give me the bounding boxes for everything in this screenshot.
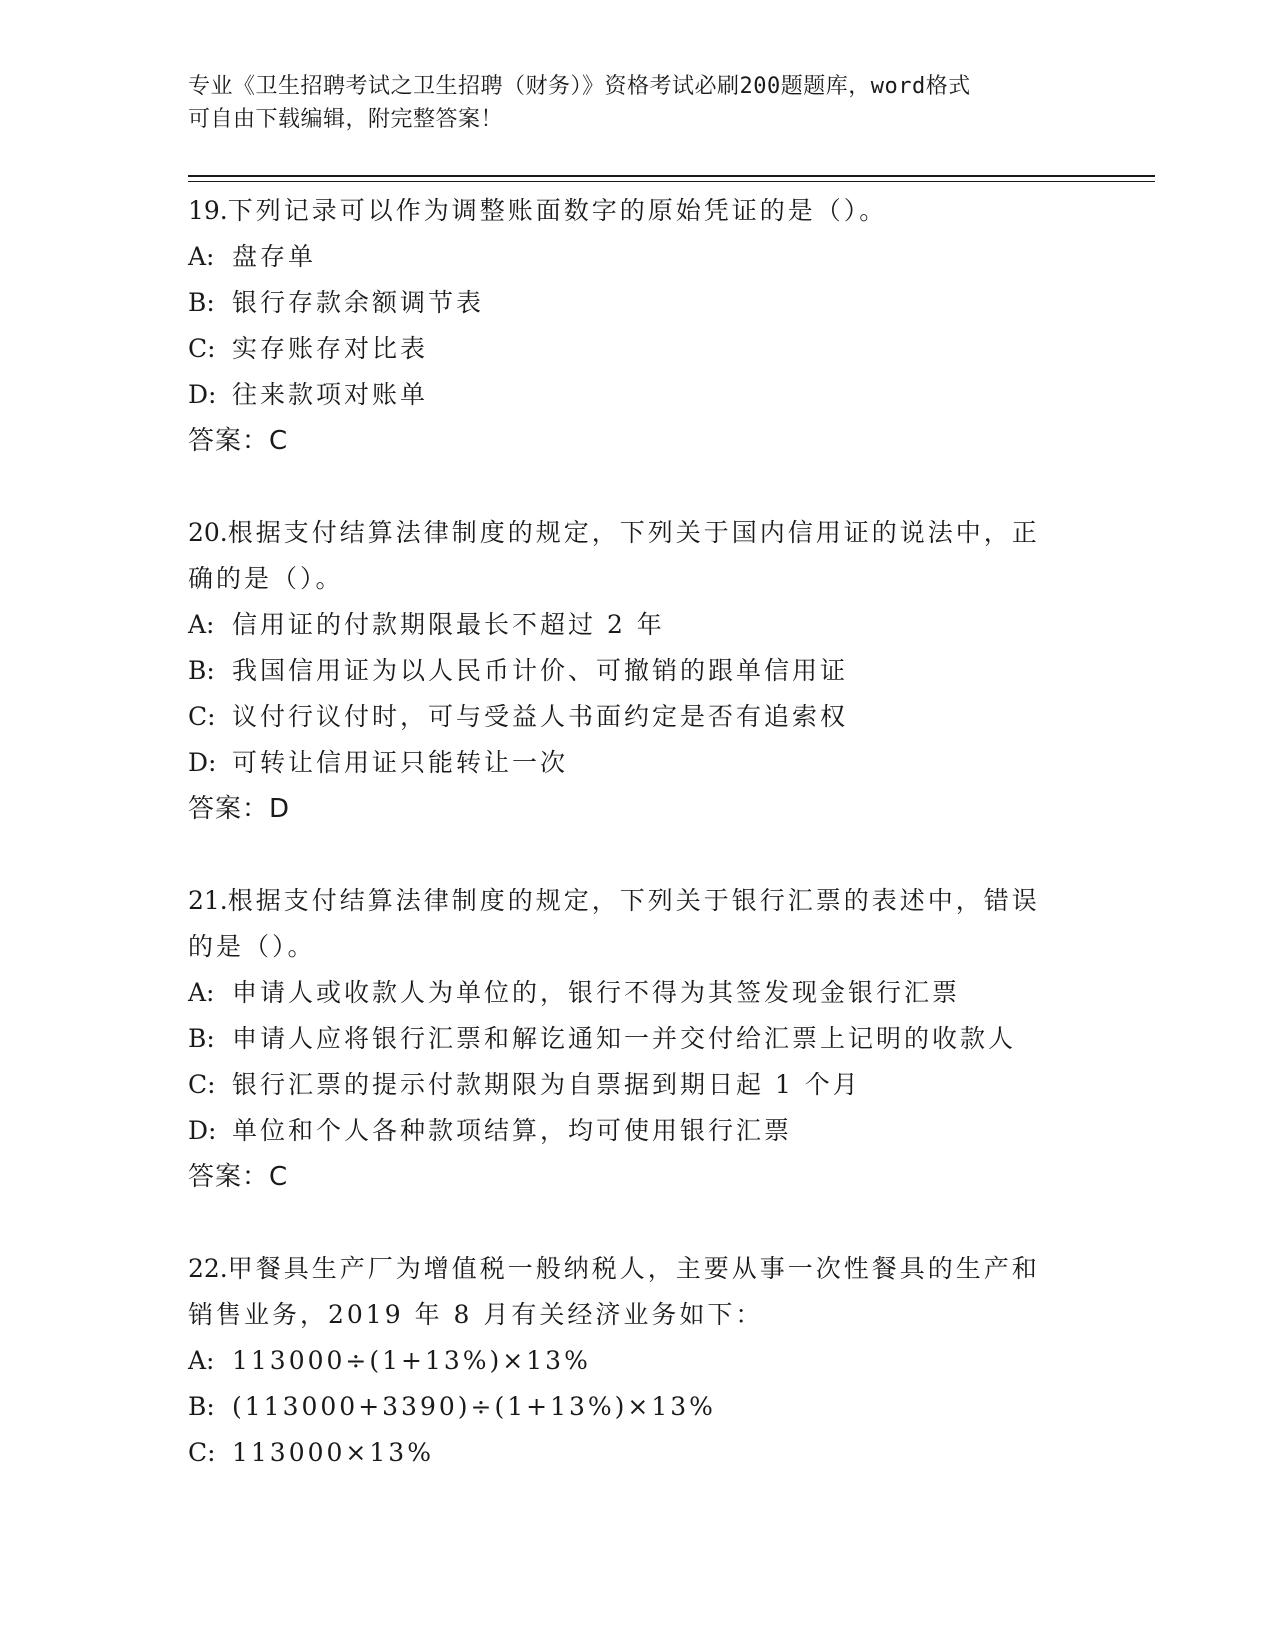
- option-key: A:: [188, 242, 215, 271]
- question-number: 19.: [188, 196, 228, 225]
- question-text-line-2: 销售业务，2019 年 8 月有关经济业务如下：: [188, 1300, 764, 1329]
- option-text: 单位和个人各种款项结算，均可使用银行汇票: [232, 1116, 793, 1145]
- header-divider-thick: [188, 175, 1155, 177]
- question-stem: [188, 510, 1088, 556]
- option-text: 盘存单: [232, 242, 317, 271]
- option-key: D:: [188, 380, 217, 409]
- option-text: 议付行议付时，可与受益人书面约定是否有追索权: [232, 702, 849, 731]
- header-line-2: 可自由下载编辑，附完整答案！: [188, 107, 504, 132]
- option-c: [188, 694, 1088, 740]
- option-key: B:: [188, 1392, 215, 1421]
- option-text: 实存账存对比表: [232, 334, 429, 363]
- option-key: C:: [188, 1438, 216, 1467]
- answer-line: 答案：C: [188, 426, 289, 456]
- option-key: C:: [188, 702, 216, 731]
- question-20: [188, 510, 1088, 832]
- option-c: [188, 1430, 1088, 1476]
- question-text-line-2: 确的是（）。: [188, 564, 344, 593]
- question-stem: [188, 1246, 1088, 1292]
- question-stem: [188, 188, 1088, 234]
- option-b: [188, 1384, 1088, 1430]
- option-b: [188, 648, 1088, 694]
- option-key: B:: [188, 288, 215, 317]
- option-a: [188, 970, 1088, 1016]
- option-text: 往来款项对账单: [232, 380, 429, 409]
- option-text: 信用证的付款期限最长不超过 2 年: [232, 610, 665, 639]
- option-d: [188, 740, 1088, 786]
- option-a: [188, 602, 1088, 648]
- option-key: B:: [188, 656, 215, 685]
- option-key: A:: [188, 978, 215, 1007]
- question-19: [188, 188, 1088, 464]
- option-text: 可转让信用证只能转让一次: [232, 748, 569, 777]
- option-d: [188, 372, 1088, 418]
- option-text: 申请人应将银行汇票和解讫通知一并交付给汇票上记明的收款人: [232, 1024, 1017, 1053]
- option-key: A:: [188, 610, 215, 639]
- question-spacer: [188, 832, 1088, 878]
- option-d: [188, 1108, 1088, 1154]
- answer-line: 答案：D: [188, 794, 291, 824]
- question-22: [188, 1246, 1088, 1476]
- option-text: 银行汇票的提示付款期限为自票据到期日起 1 个月: [232, 1070, 861, 1099]
- option-c: [188, 1062, 1088, 1108]
- question-21: [188, 878, 1088, 1200]
- option-key: C:: [188, 334, 216, 363]
- question-number: 22.: [188, 1254, 228, 1283]
- answer-line: 答案：C: [188, 1162, 289, 1192]
- option-text: 113000÷(1+13%)×13%: [232, 1346, 591, 1375]
- question-text-line-1: 根据支付结算法律制度的规定，下列关于国内信用证的说法中，正: [227, 518, 1040, 547]
- question-text-line-1: 根据支付结算法律制度的规定，下列关于银行汇票的表述中，错误: [227, 886, 1040, 915]
- question-spacer: [188, 464, 1088, 510]
- question-text: 下列记录可以作为调整账面数字的原始凭证的是（）。: [227, 196, 888, 225]
- header-divider-thin: [188, 181, 1155, 182]
- option-text: 银行存款余额调节表: [232, 288, 485, 317]
- option-text: (113000+3390)÷(1+13%)×13%: [232, 1392, 716, 1421]
- question-text-line-1: 甲餐具生产厂为增值税一般纳税人，主要从事一次性餐具的生产和: [227, 1254, 1040, 1283]
- option-b: [188, 1016, 1088, 1062]
- option-c: [188, 326, 1088, 372]
- option-text: 我国信用证为以人民币计价、可撤销的跟单信用证: [232, 656, 849, 685]
- option-text: 申请人或收款人为单位的，银行不得为其签发现金银行汇票: [232, 978, 961, 1007]
- question-number: 20.: [188, 518, 228, 547]
- option-key: D:: [188, 748, 217, 777]
- option-text: 113000×13%: [232, 1438, 434, 1467]
- header-line-1: 专业《卫生招聘考试之卫生招聘（财务）》资格考试必刷200题题库，word格式: [188, 74, 971, 99]
- option-key: A:: [188, 1346, 215, 1375]
- option-b: [188, 280, 1088, 326]
- option-key: D:: [188, 1116, 217, 1145]
- option-key: C:: [188, 1070, 216, 1099]
- question-text-line-2: 的是（）。: [188, 932, 316, 961]
- option-a: [188, 234, 1088, 280]
- option-key: B:: [188, 1024, 215, 1053]
- question-spacer: [188, 1200, 1088, 1246]
- document-header: [188, 70, 1068, 136]
- option-a: [188, 1338, 1088, 1384]
- question-stem: [188, 878, 1088, 924]
- question-list: [188, 188, 1088, 1476]
- question-number: 21.: [188, 886, 228, 915]
